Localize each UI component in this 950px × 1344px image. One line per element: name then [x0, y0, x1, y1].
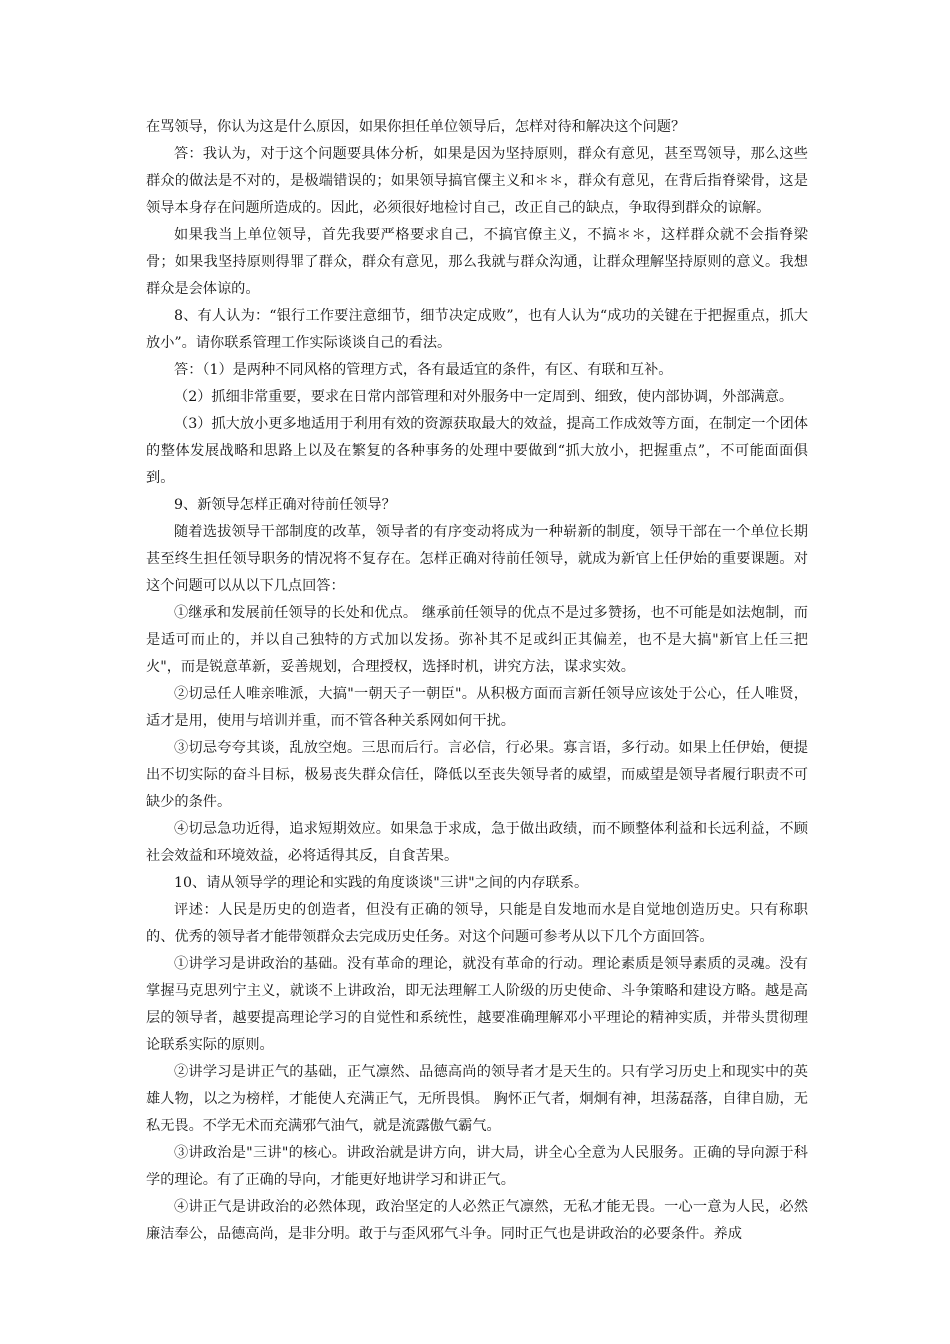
answer-8-point-2: （2）抓细非常重要，要求在日常内部管理和对外服务中一定周到、细致，使内部协调，外部满意。 [174, 389, 794, 405]
answer-9-point-4: ④切忌急功近得，追求短期效应。如果急于求成，急于做出政绩，而不顾整体利益和长远利益，不顾社会效益和环境效益，必将适得其反，自食苦果。 [146, 821, 808, 864]
question-8: 8、有人认为：“银行工作要注意细节，细节决定成败”，也有人认为“成功的关键在于把握重点，抓大放小”。请你联系管理工作实际谈谈自己的看法。 [146, 308, 808, 351]
answer-10-point-3: ③讲政治是"三讲"的核心。讲政治就是讲方向，讲大局，讲全心全意为人民服务。正确的导向源于科学的理论。有了正确的导向，才能更好地讲学习和讲正气。 [146, 1145, 808, 1188]
answer-10-point-4: ④讲正气是讲政治的必然体现，政治坚定的人必然正气凛然，无私才能无畏。一心一意为人民，必然廉洁奉公，品德高尚，是非分明。敢于与歪风邪气斗争。同时正气也是讲政治的必要条件。养成 [146, 1199, 808, 1242]
question-10: 10、请从领导学的理论和实践的角度谈谈"三讲"之间的内存联系。 [174, 875, 589, 891]
answer-9-point-2: ②切忌任人唯亲唯派，大搞"一朝天子一朝臣"。从积极方面而言新任领导应该处于公心，任人唯贤，适才是用，使用与培训并重，而不管各种关系网如何干扰。 [146, 686, 808, 729]
paragraph-continuation: 在骂领导，你认为这是什么原因，如果你担任单位领导后，怎样对待和解决这个问题？ [146, 119, 686, 135]
document-page [146, 114, 808, 1248]
answer-10-intro: 评述：人民是历史的创造者，但没有正确的领导，只能是自发地而水是自觉地创造历史。只有称职的、优秀的领导者才能带领群众去完成历史任务。对这个问题可参考从以下几个方面回答。 [146, 902, 808, 945]
answer-10-point-2: ②讲学习是讲正气的基础，正气凛然、品德高尚的领导者才是天生的。只有学习历史上和现实中的英雄人物，以之为榜样，才能使人充满正气，无所畏惧。 胸怀正气者，炯炯有神，坦荡磊落，自律自励，无私无畏。不学无术而充满邪气油气，就是流露傲气霸气。 [146, 1064, 808, 1134]
answer-9-point-3: ③切忌夸夸其谈，乱放空炮。三思而后行。言必信，行必果。寡言语，多行动。如果上任伊始，便提出不切实际的奋斗目标，极易丧失群众信任，降低以至丧失领导者的威望，而威望是领导者履行职责不可缺少的条件。 [146, 740, 808, 810]
answer-8-point-1: 答：（1）是两种不同风格的管理方式，各有最适宜的条件，有区、有联和互补。 [174, 362, 673, 378]
answer-8-point-3: （3）抓大放小更多地适用于利用有效的资源获取最大的效益，提高工作成效等方面，在制定一个团体的整体发展战略和思路上以及在繁复的各种事务的处理中要做到“抓大放小，把握重点”，不可能面面俱到。 [146, 416, 808, 486]
answer-9-intro: 随着选拔领导干部制度的改革，领导者的有序变动将成为一种崭新的制度，领导干部在一个单位长期甚至终生担任领导职务的情况将不复存在。怎样正确对待前任领导，就成为新官上任伊始的重要课题。对这个问题可以从以下几点回答： [146, 524, 808, 594]
paragraph-answer-7-cont: 如果我当上单位领导，首先我要严格要求自己，不搞官僚主义，不搞＊＊，这样群众就不会指脊梁骨；如果我坚持原则得罪了群众，群众有意见，那么我就与群众沟通，让群众理解坚持原则的意义。我想群众是会体谅的。 [146, 227, 808, 297]
paragraph-answer-7: 答：我认为，对于这个问题要具体分析，如果是因为坚持原则，群众有意见，甚至骂领导，那么这些群众的做法是不对的，是极端错误的；如果领导搞官僳主义和＊＊，群众有意见，在背后指脊梁骨，这是领导本身存在问题所造成的。因此，必须很好地检讨自己，改正自己的缺点，争取得到群众的谅解。 [146, 146, 808, 216]
question-9: 9、新领导怎样正确对待前任领导？ [174, 497, 396, 513]
answer-10-point-1: ①讲学习是讲政治的基础。没有革命的理论，就没有革命的行动。理论素质是领导素质的灵魂。没有掌握马克思列宁主义，就谈不上讲政治，即无法理解工人阶级的历史使命、斗争策略和建设方略。越是高层的领导者，越要提高理论学习的自觉性和系统性，越要准确理解邓小平理论的精神实质，并带头贯彻理论联系实际的原则。 [146, 956, 808, 1053]
answer-9-point-1: ①继承和发展前任领导的长处和优点。 继承前任领导的优点不是过多赞扬，也不可能是如法炮制，而是适可而止的，并以自己独特的方式加以发扬。弥补其不足或纠正其偏差，也不是大搞"新官上任三把火"，而是锐意革新，妥善规划，合理授权，选择时机，讲究方法，谋求实效。 [146, 605, 808, 675]
